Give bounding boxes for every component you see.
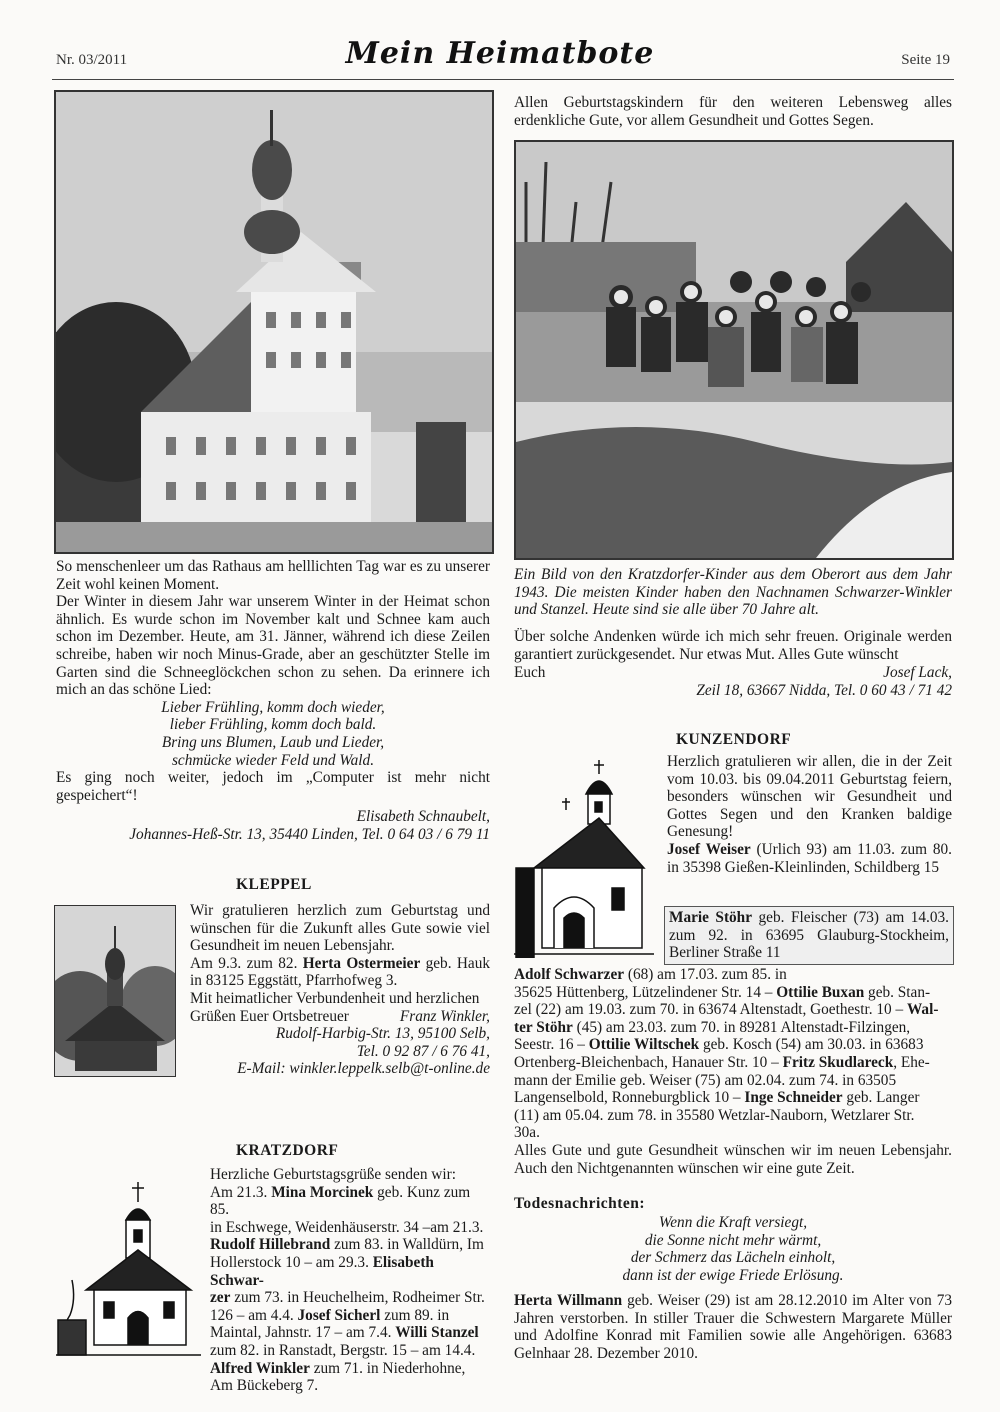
lack-sign-row — [514, 664, 952, 682]
kleppel-person-name: Herta Ostermeier — [302, 954, 421, 972]
text-line: Am 21.3. Mina Morcinek geb. Kunz zum 85. — [210, 1183, 471, 1219]
signature-name: Elisabeth Schnaubelt, — [356, 808, 490, 826]
kratzdorf-children-photo — [514, 140, 954, 560]
euch-label: Euch — [514, 664, 546, 681]
text-line: zum 82. in Ranstadt, Bergstr. 15 – am 14.4. — [210, 1341, 476, 1359]
person-details: geb. Fleischer (73) am 14.03. zum 92. in 63695 Glauburg-Stockheim, Berliner Straße 11 — [669, 909, 949, 962]
text-line: 30a. — [514, 1124, 540, 1142]
person-name: Rudolf Hillebrand — [210, 1236, 331, 1254]
poem-line: Bring uns Blumen, Laub und Lieder, — [161, 733, 385, 751]
text-line: zel (22) am 19.03. zum 70. in 63674 Altenstadt, Goethestr. 10 – Wal- — [514, 1001, 939, 1019]
intro-paragraph-1: So menschenleer um das Rathaus am helllichten Tag war es zu unserer Zeit wohl keinen Moment. — [56, 558, 490, 593]
kunzendorf-chapel-drawing — [514, 758, 654, 958]
signature-address: Johannes-Heß-Str. 13, 35440 Linden, Tel. 0 64 03 / 6 79 11 — [129, 825, 490, 843]
spring-poem — [56, 699, 490, 769]
person-name: Adolf Schwarzer — [514, 966, 625, 983]
photo-caption: Ein Bild von den Kratzdorfer-Kinder aus dem Oberort aus dem Jahr 1943. Die meisten Kinder haben den Nachnamen Schwarzer-Winkler und Stanzel. Heute sind sie alle über 70 Jahre alt. — [514, 566, 952, 619]
section-title-kunzendorf: KUNZENDORF — [676, 731, 792, 748]
kleppel-signature-name: Franz Winkler, — [399, 1007, 490, 1025]
issue-number: Nr. 03/2011 — [56, 52, 128, 68]
after-caption-text — [514, 628, 952, 663]
kunzendorf-marie-box — [664, 906, 954, 965]
lack-signature-address: Zeil 18, 63667 Nidda, Tel. 0 60 43 / 71 42 — [696, 681, 952, 699]
lack-signature-name: Josef Lack, — [883, 664, 952, 681]
person-name: Marie Stöhr — [669, 909, 752, 926]
text-line: Am Bückeberg 7. — [210, 1377, 319, 1395]
left-intro-text — [56, 558, 490, 844]
kleppel-signature-address: Rudolf-Harbig-Str. 13, 95100 Selb, — [275, 1025, 490, 1043]
poem-line: dann ist der ewige Friede Erlösung. — [622, 1266, 844, 1284]
text-line: Rudolf Hillebrand zum 83. in Walldürn, Im — [210, 1236, 484, 1254]
kratzdorf-text — [210, 1166, 490, 1395]
person-name: Willi Stanzel — [395, 1324, 479, 1342]
text-line: 35625 Hüttenberg, Lützelindener Str. 14 – Ottilie Buxan geb. Stan- — [514, 983, 931, 1001]
text-line: Adolf Schwarzer (68) am 17.03. zum 85. in — [514, 966, 787, 983]
person-name: Inge Schneider — [744, 1089, 843, 1107]
lack-signature-block — [514, 664, 952, 699]
kleppel-closing: Mit heimatlicher Verbundenheit und herzlichen — [190, 989, 480, 1007]
masthead-logo: Mein Heimatbote — [345, 36, 655, 71]
poem-line: lieber Frühling, komm doch bald. — [169, 716, 377, 734]
text-line: Ortenberg-Bleichenbach, Hanauer Str. 10 – Fritz Skudlareck, Ehe- — [514, 1053, 930, 1071]
text-line: Maintal, Jahnstr. 17 – am 7.4. Willi Stanzel — [210, 1324, 479, 1342]
kleppel-birthday — [190, 955, 490, 990]
text-line: 126 – am 4.4. Josef Sicherl zum 89. in — [210, 1306, 450, 1324]
person-name: Fritz Skudlareck — [782, 1053, 894, 1071]
section-title-todesnachrichten: Todesnachrichten: — [514, 1195, 646, 1212]
intro-paragraph-2: Der Winter in diesem Jahr war unserem Winter in der Heimat schon ähnlich. Es wurde schon im November kalt und Schnee kam auch schon im Dezember. Heute, am 31. Jänner, während ich diese Zeilen schreibe, haben wir noch Minus-Grade, aber an geschützter Stelle im Garten sind die Schneeglöckchen schon zu sehen. Da erinnere ich mich an das schöne Lied: — [56, 593, 490, 699]
kratzdorf-chapel-drawing — [56, 1180, 201, 1360]
header-rule — [52, 79, 954, 80]
page-number: Seite 19 — [901, 52, 950, 68]
text-line: (11) am 05.04. zum 78. in 35580 Wetzlar-Nauborn, Wetzlarer Str. — [514, 1106, 915, 1124]
text-line: Langenselbold, Ronneburgblick 10 – Inge Schneider geb. Langer — [514, 1089, 920, 1107]
section-title-kratzdorf: KRATZDORF — [236, 1142, 339, 1159]
outro-paragraph: Es ging noch weiter, jedoch im „Computer ist mehr nicht gespeichert“! — [56, 769, 490, 804]
rathaus-photo — [54, 90, 494, 554]
person-name: Ottilie Buxan — [776, 983, 865, 1001]
person-name: Alfred Winkler — [210, 1359, 310, 1377]
person-name: ter Stöhr — [514, 1018, 573, 1036]
person-details: (Urlich 93) am 11.03. zum 80. in 35398 Gießen-Kleinlinden, Schildberg 15 — [667, 840, 952, 876]
person-name: Josef Sicherl — [297, 1306, 381, 1324]
person-name: Mina Morcinek — [271, 1183, 374, 1201]
text-line: Herzliche Geburtstagsgrüße senden wir: — [210, 1166, 456, 1183]
kleppel-signature-email[interactable]: E-Mail: winkler.leppelk.selb@t-online.de — [237, 1060, 490, 1078]
kunzendorf-josef — [667, 841, 952, 876]
poem-line: Wenn die Kraft versiegt, — [658, 1214, 808, 1231]
person-name: Josef Weiser — [667, 840, 751, 858]
text-line: Alfred Winkler zum 71. in Niederhohne, — [210, 1359, 466, 1377]
text-line: ter Stöhr (45) am 23.03. zum 70. in 89281 Altenstadt-Filzingen, — [514, 1018, 911, 1036]
kleppel-chapel-photo — [54, 905, 176, 1077]
signature-schnaubelt — [56, 808, 490, 843]
kleppel-sign-row — [190, 1008, 490, 1026]
obituary-text — [514, 1292, 952, 1362]
person-name: Ottilie Wiltschek — [588, 1036, 700, 1054]
text-line: mann der Emilie geb. Weiser (75) am 02.04. zum 74. in 63505 — [514, 1071, 897, 1089]
person-name: zer — [210, 1289, 231, 1307]
kleppel-signature-phone: Tel. 0 92 87 / 6 76 41, — [356, 1042, 490, 1060]
poem-line: schmücke wieder Feld und Wald. — [171, 751, 375, 769]
kunzendorf-list — [514, 966, 952, 1177]
text-line: Hollerstock 10 – am 29.3. Elisabeth Schwar- — [210, 1253, 434, 1289]
text-line: in Eschwege, Weidenhäuserstr. 34 –am 21.3. — [210, 1218, 484, 1236]
kunzendorf-closing: Alles Gute und gute Gesundheit wünschen wir im neuen Lebensjahr. Auch den Nichtgenannten wünschen wir eine gute Zeit. — [514, 1141, 952, 1177]
deceased-name: Herta Willmann — [514, 1292, 623, 1309]
obituary-details: geb. Weiser (29) ist am 28.12.2010 im Alter von 73 Jahren verstorben. In stiller Trauer die Schwestern Margarete Müller und Adolfine Konrad mit Familien sowie alle Angehörigen. 63683 Gelnhaar 28. Dezember 2010. — [514, 1292, 952, 1362]
kleppel-address: geb. Hauk in 83125 Eggstätt, Pfarrhofweg 3. — [190, 954, 491, 990]
poem-line: Lieber Frühling, komm doch wieder, — [161, 698, 385, 716]
kunzendorf-greeting: Herzlich gratulieren wir allen, die in der Zeit vom 10.03. bis 09.04.2011 Geburtstag feiern, besonders wünschen wir Gesundheit und Gottes Segen und den Kranken baldige Genesung! — [667, 753, 952, 841]
kleppel-text — [190, 902, 490, 1078]
after-caption-paragraph: Über solche Andenken würde ich mich sehr freuen. Originale werden garantiert zurückgesendet. Nur etwas Mut. Alles Gute wünscht — [514, 628, 952, 663]
kleppel-greeting: Wir gratulieren herzlich zum Geburtstag und wünschen für die Zukunft alles Gute sowie viel Gesundheit im neuen Lebensjahr. — [190, 902, 490, 955]
kleppel-date: Am 9.3. zum 82. — [190, 954, 298, 972]
text-line: Seestr. 16 – Ottilie Wiltschek geb. Kosch (54) am 30.03. in 63683 — [514, 1036, 924, 1054]
text-line: zer zum 73. in Heuchelheim, Rodheimer Str. — [210, 1289, 485, 1307]
kunzendorf-intro — [667, 753, 952, 876]
kleppel-greeting-end: Grüßen Euer Ortsbetreuer — [190, 1007, 349, 1025]
person-name: Wal- — [906, 1001, 939, 1019]
poem-line: der Schmerz das Lächeln einholt, — [630, 1249, 836, 1267]
right-top-text: Allen Geburtstagskindern für den weiteren Lebensweg alles erdenkliche Gute, vor allem Gesundheit und Gottes Segen. — [514, 94, 952, 129]
poem-line: die Sonne nicht mehr wärmt, — [644, 1231, 822, 1249]
memorial-poem — [514, 1214, 952, 1284]
section-title-kleppel: KLEPPEL — [236, 876, 312, 893]
person-name: Elisabeth Schwar- — [210, 1253, 434, 1289]
